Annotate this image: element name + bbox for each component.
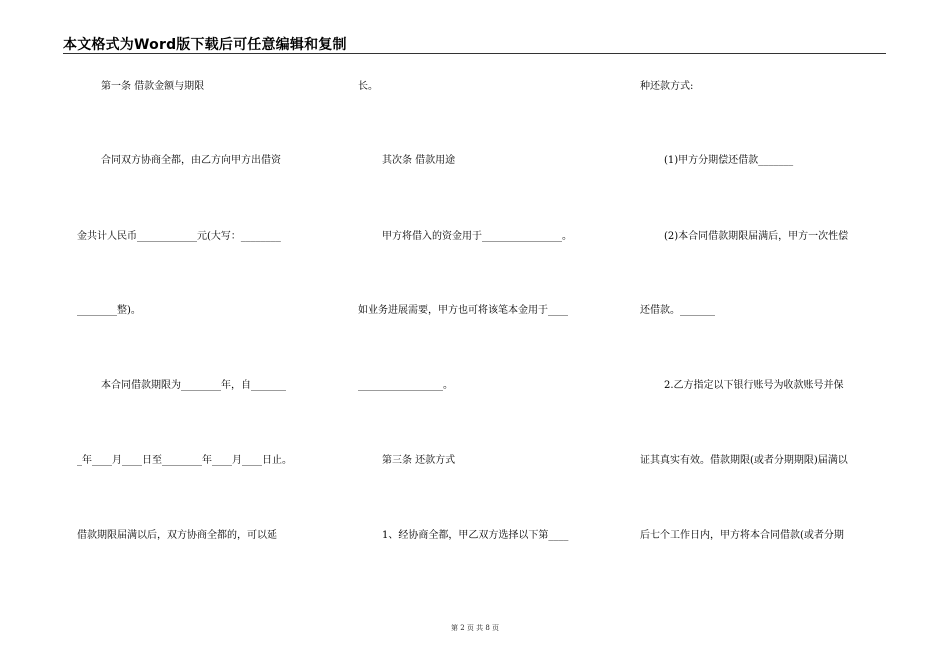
column-1-line-7: 借款期限届满以后，双方协商全都的，可以延 [77,530,277,541]
column-2-line-7: 1、经协商全都，甲乙双方选择以下第____ [382,530,569,541]
column-3-line-4: 还借款。_______ [640,305,715,316]
column-1-line-6: _年____月____日至________年____月____日止。 [77,455,292,466]
column-2-line-1: 长。 [358,81,378,92]
column-3-line-7: 后七个工作日内，甲方将本合同借款(或者分期 [640,530,844,541]
header-divider [63,53,886,54]
column-2-line-6: 第三条 还款方式 [382,455,456,466]
column-1-line-1: 第一条 借款金额与期限 [101,81,205,92]
column-3-line-5: 2.乙方指定以下银行账号为收款账号并保 [664,380,844,391]
column-1-line-2: 合同双方协商全都，由乙方向甲方出借资 [101,155,281,166]
column-2-line-4: 如业务进展需要，甲方也可将该笔本金用于____ [358,305,568,316]
column-3-line-2: (1)甲方分期偿还借款_______ [664,155,794,166]
column-3-line-3: (2)本合同借款期限届满后，甲方一次性偿 [664,231,849,242]
column-2-line-3: 甲方将借入的资金用于________________。 [382,231,572,242]
page-number: 第 2 页 共 8 页 [450,624,500,632]
document-header-title: 本文格式为Word版下载后可任意编辑和复制 [63,37,347,53]
column-3-line-6: 证其真实有效。借款期限(或者分期期限)届满以 [640,455,848,466]
column-2-line-2: 其次条 借款用途 [382,155,456,166]
column-1-line-5: 本合同借款期限为________年，自_______ [101,380,286,391]
column-3-line-1: 种还款方式: [640,81,694,92]
column-1-line-4: ________整)。 [77,305,141,316]
column-1-line-3: 金共计人民币____________元(大写：________ [77,231,281,242]
column-2-line-5: _________________。 [358,380,453,391]
